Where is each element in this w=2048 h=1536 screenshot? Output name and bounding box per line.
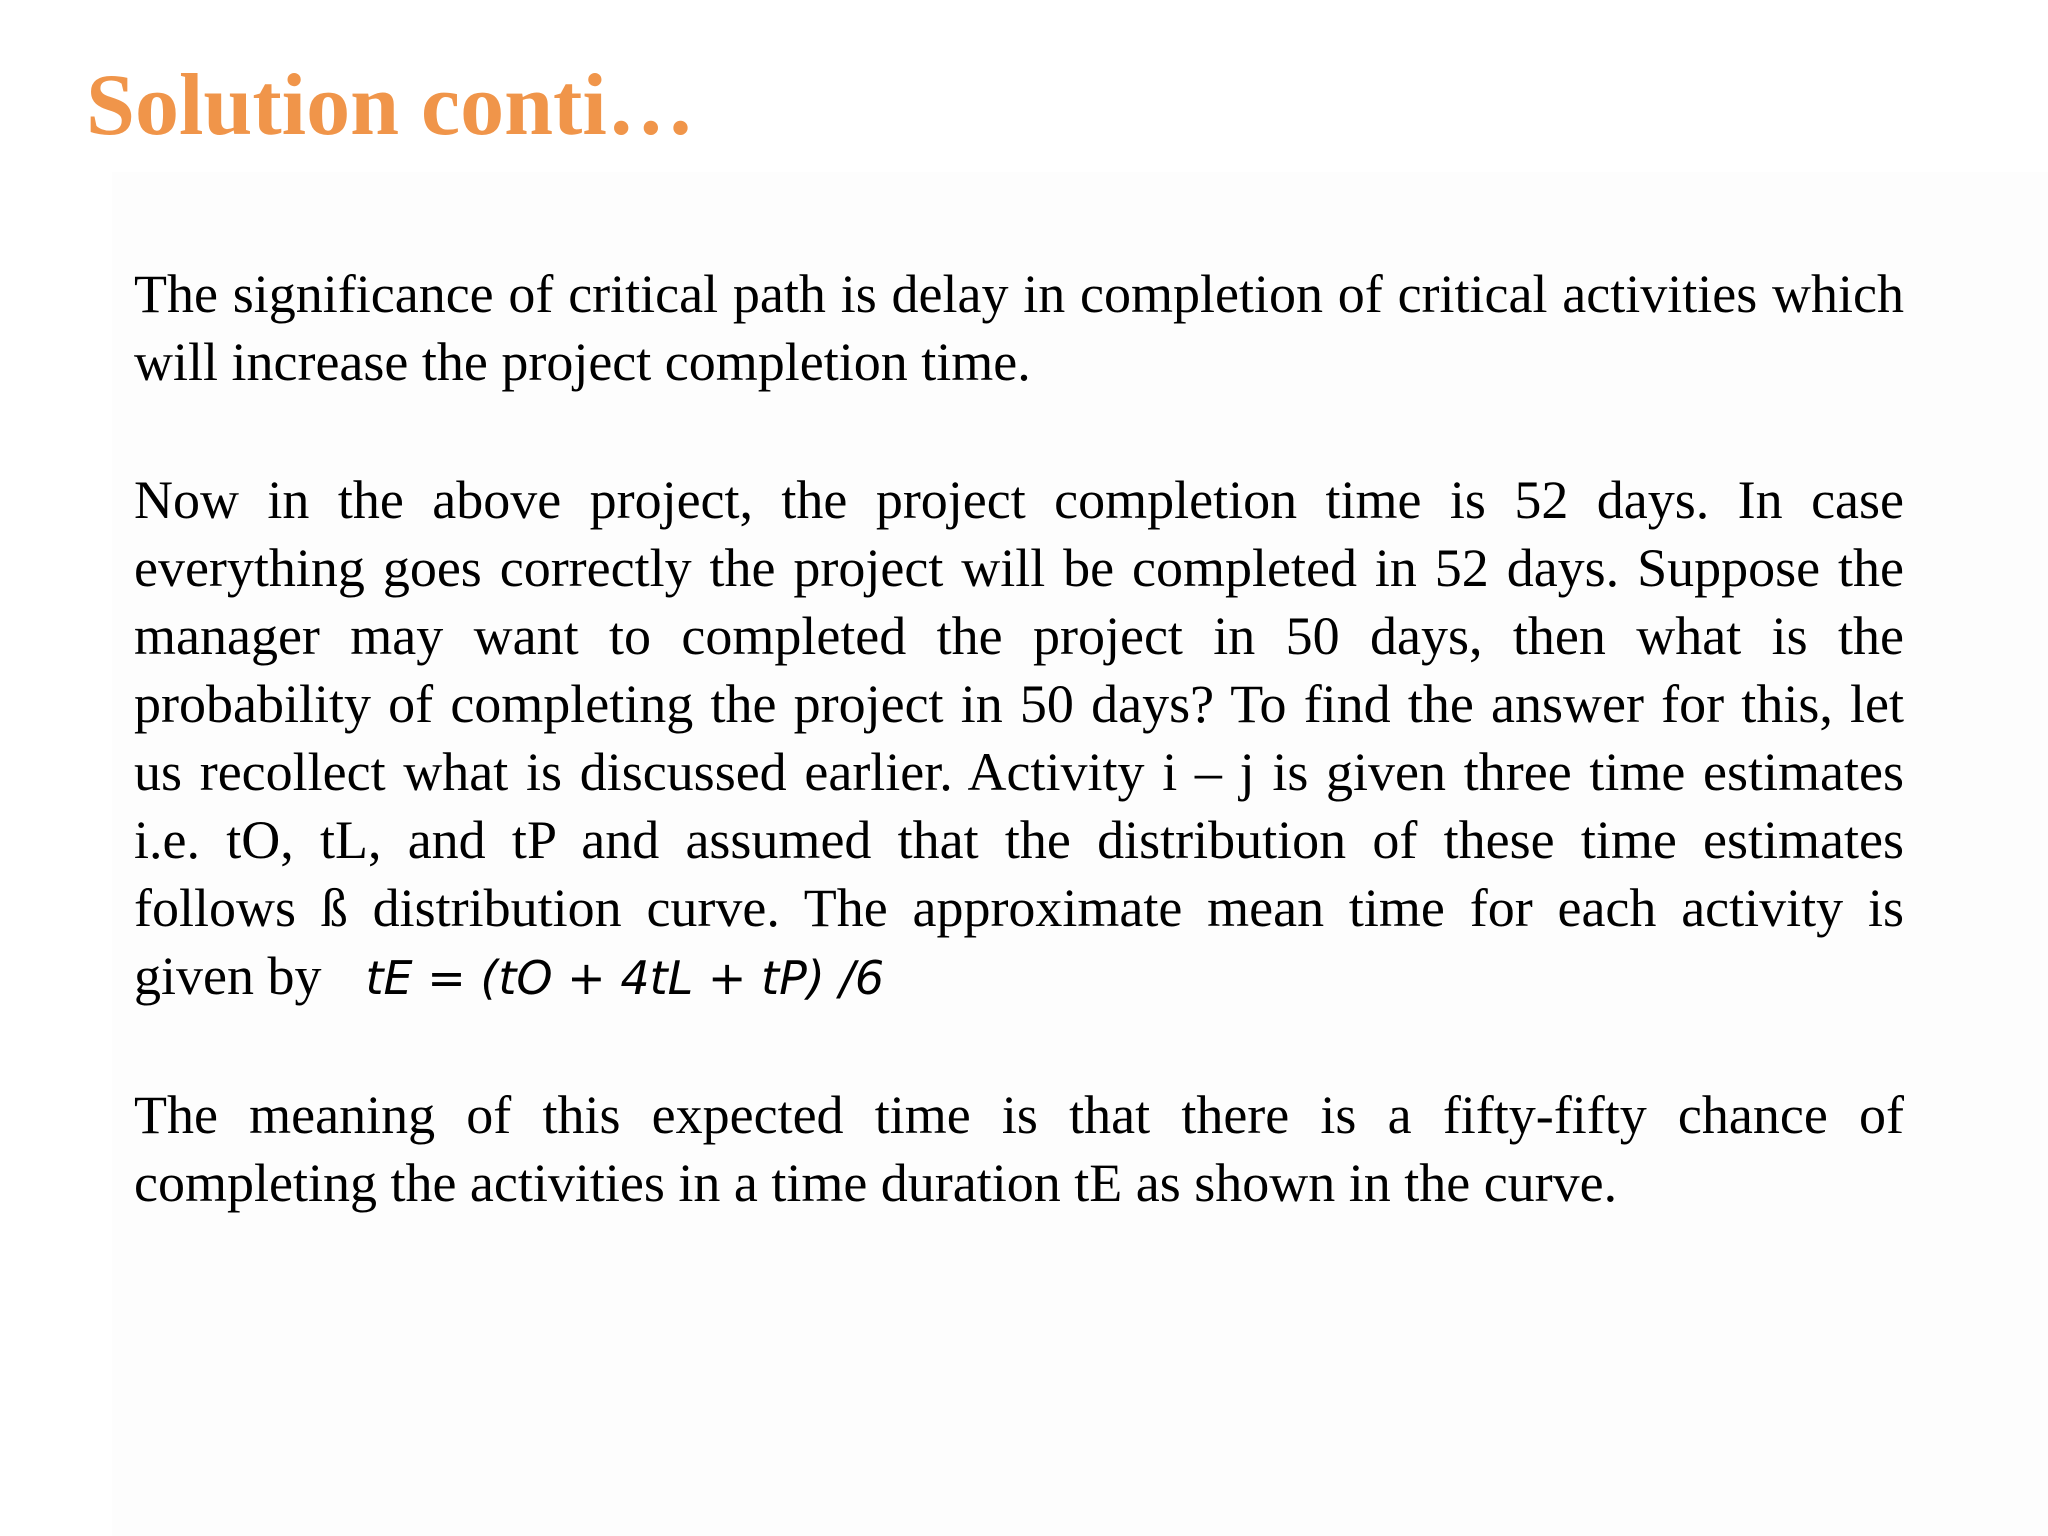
paragraph-expected-time-meaning-text: The meaning of this expected time is that there is a fifty-fifty chance of completing the activities in a time duration tE as shown in the curve.	[134, 1085, 1904, 1213]
mean-time-formula: tE = (tO + 4tL + tP) /6	[365, 951, 885, 1005]
paragraph-expected-time-meaning	[134, 1081, 1904, 1217]
slide-title: Solution conti…	[86, 57, 695, 154]
paragraph-critical-path-text: The significance of critical path is delay in completion of critical activities which will increase the project completion time.	[134, 264, 1904, 392]
paragraph-critical-path	[134, 260, 1904, 396]
paragraph-completion-probability-text: Now in the above project, the project completion time is 52 days. In case everything goes correctly the project will be completed in 52 days. Suppose the manager may want to completed the project in 50 days, then what is the probability of completing the project in 50 days? To find the answer for this, let us recollect what is discussed earlier. Activity i – j is given three time estimates i.e. tO, tL, and tP and assumed that the distribution of these time estimates follows ß distribution curve. The approximate mean time for each activity is given by	[134, 470, 1904, 1006]
paragraph-completion-probability	[134, 466, 1904, 1012]
